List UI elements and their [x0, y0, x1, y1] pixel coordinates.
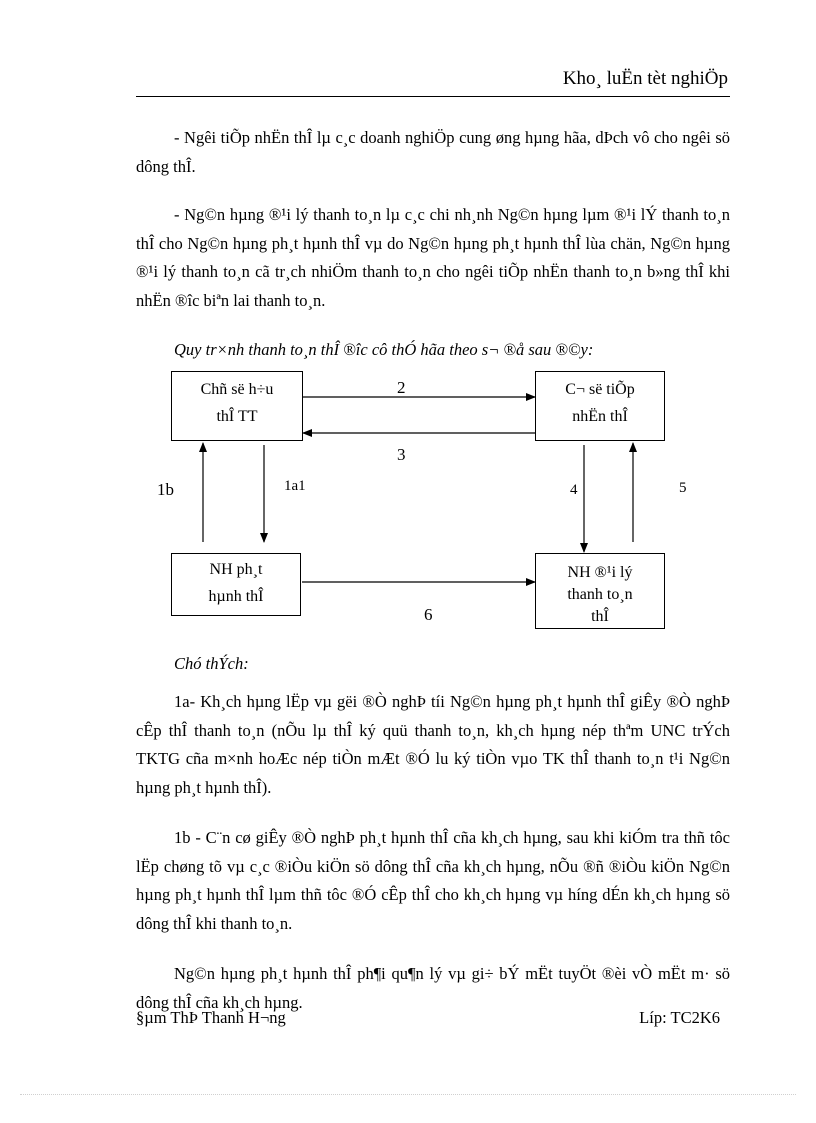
note-1a	[136, 688, 730, 802]
label-5: 5	[679, 480, 687, 496]
box-cardholder	[171, 371, 303, 441]
footer-author: §µm ThÞ Thanh H¬ng	[136, 1008, 286, 1027]
label-1a1: 1a1	[284, 478, 306, 494]
label-1b: 1b	[157, 480, 174, 499]
box-cardholder-line1: Chñ së h÷u	[200, 381, 274, 398]
label-2: 2	[397, 378, 406, 397]
paragraph-recipient-text: - Ngêi tiÕp nhËn thÎ lµ c¸c doanh nghiÖp cung øng hµng hãa, dÞch vô cho ngêi sö dông thÎ.	[136, 128, 730, 176]
page-bottom-rule	[20, 1094, 796, 1095]
diagram-caption: Quy tr×nh thanh to¸n thÎ ®îc cô thÓ hãa theo s¬ ®å sau ®©y:	[174, 340, 594, 359]
notes-title: Chó thÝch:	[174, 654, 249, 673]
box-agent-line3: thÎ	[591, 608, 609, 625]
note-1b	[136, 824, 730, 938]
note-1b-text: 1b - C¨n cø giÊy ®Ò nghÞ ph¸t hµnh thÎ cña kh¸ch hµng, sau khi kiÓm tra thñ tôc lËp chøng tõ vµ c¸c ®iÒu kiÖn sö dông thÎ cña kh¸ch hµng, nÕu ®ñ ®iÒu kiÖn Ng©n hµng ph¸t hµnh thÎ lµm thñ tôc ®Ó cÊp thÎ cho kh¸ch hµng vµ híng dÉn kh¸ch hµng sö dông thÎ khi thanh to¸n.	[136, 828, 730, 933]
box-agent-line2: thanh to¸n	[567, 586, 633, 603]
paragraph-agent-bank-text: - Ng©n hµng ®¹i lý thanh to¸n lµ c¸c chi nh¸nh Ng©n hµng lµm ®¹i lÝ thanh to¸n thÎ cho Ng©n hµng ph¸t hµnh thÎ vµ do Ng©n hµng ph¸t hµnh thÎ lùa chän, Ng©n hµng ®¹i lý thanh to¸n cã tr¸ch nhiÖm thanh to¸n cho ngêi tiÕp nhËn thanh to¸n b»ng thÎ khi nhËn ®îc biªn lai thanh to¸n.	[136, 205, 730, 310]
box-agent-line1: NH ®¹i lý	[567, 564, 633, 581]
label-3: 3	[397, 445, 406, 464]
note-issuer-duty-text: Ng©n hµng ph¸t hµnh thÎ ph¶i qu¶n lý vµ gi÷ bÝ mËt tuyÖt ®èi vÒ mËt m· sö dông thÎ cña kh¸ch hµng.	[136, 964, 730, 1012]
label-4: 4	[570, 482, 578, 498]
box-issuer-line2: hµnh thÎ	[208, 588, 264, 605]
box-issuer-bank	[171, 553, 301, 616]
box-merchant-line2: nhËn thÎ	[572, 408, 628, 425]
footer-class: Líp: TC2K6	[639, 1008, 720, 1027]
box-merchant	[535, 371, 665, 441]
box-issuer-line1: NH ph¸t	[209, 561, 263, 578]
box-merchant-line1: C¬ së tiÕp	[565, 381, 635, 398]
note-1a-text: 1a- Kh¸ch hµng lËp vµ gëi ®Ò nghÞ tíi Ng©n hµng ph¸t hµnh thÎ giÊy ®Ò nghÞ cÊp thÎ thanh to¸n (nÕu lµ thÎ ký quü thanh to¸n, kh¸ch hµng nép thªm UNC trÝch TKTG cña m×nh hoÆc nép tiÒn mÆt ®Ó lu ký tiÒn vµo TK thÎ thanh to¸n t¹i Ng©n hµng ph¸t hµnh thÎ).	[136, 692, 730, 797]
box-agent-bank	[535, 553, 665, 629]
page-header-title: Kho¸ luËn tèt nghiÖp	[562, 68, 728, 89]
label-6: 6	[424, 605, 433, 624]
box-cardholder-line2: thÎ TT	[216, 408, 258, 425]
